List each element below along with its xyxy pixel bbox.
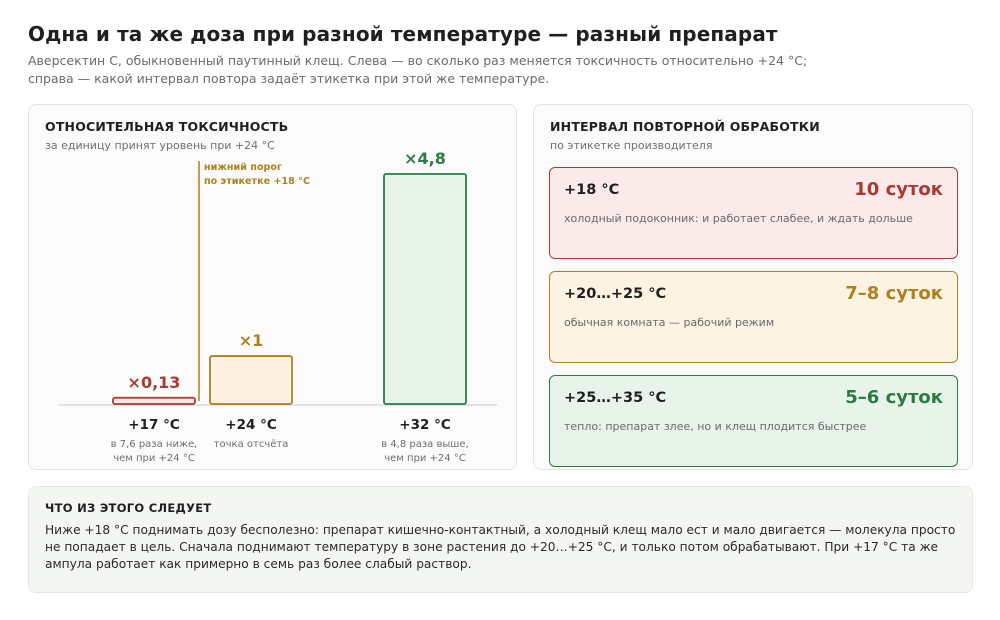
category-note: чем при +24 °C [113, 453, 195, 464]
page-title: Одна и та же доза при разной температуре — разный препарат [28, 22, 778, 46]
conclusion-text: Ниже +18 °C поднимать дозу бесполезно: препарат кишечно-контактный, а холодный клещ мало ест и мало двигается — молекула просто не попадает в цель. Сначала поднимают температуру в зоне растения до +20…+25 °C, и только потом обрабатывают. При +17 °C та же ампула работает как примерно в семь раз более слабый раствор. [45, 523, 956, 571]
interval-card-value: 10 суток [854, 179, 943, 200]
interval-card-temp: +18 °C [564, 182, 620, 198]
interval-card-20-25 [549, 271, 958, 363]
bar [384, 174, 466, 404]
header [28, 22, 972, 88]
category-note: точка отсчёта [213, 439, 289, 450]
interval-card-note: холодный подоконник: и работает слабее, и ждать дольше [564, 212, 913, 225]
subtitle-line-1: Аверсектин С, обыкновенный паутинный клещ. Слева — во сколько раз меняется токсичность относительно +24 °C; [28, 53, 808, 68]
category-note: в 4,8 раза выше, [381, 439, 469, 450]
interval-card-25-35 [549, 375, 958, 467]
conclusion-title: ЧТО ИЗ ЭТОГО СЛЕДУЕТ [45, 501, 212, 515]
toxicity-panel [28, 104, 517, 470]
interval-panel-title: ИНТЕРВАЛ ПОВТОРНОЙ ОБРАБОТКИ [550, 119, 820, 134]
interval-panel-subtitle: по этикетке производителя [550, 139, 713, 152]
conclusion-panel [28, 486, 973, 593]
toxicity-panel-subtitle: за единицу принят уровень при +24 °C [45, 139, 275, 152]
threshold-label-line-1: нижний порог [204, 162, 283, 173]
x-tick-label: +24 °C [225, 417, 277, 433]
interval-card-temp: +25…+35 °C [564, 390, 667, 406]
x-tick-label: +32 °C [399, 417, 451, 433]
interval-card-18 [549, 167, 958, 259]
page-subtitle [28, 52, 972, 88]
interval-card-temp: +20…+25 °C [564, 286, 667, 302]
bar [210, 356, 292, 404]
bar-value-label: ×4,8 [404, 149, 446, 168]
toxicity-bar-chart [29, 105, 518, 471]
category-note: чем при +24 °C [384, 453, 466, 464]
toxicity-panel-title: ОТНОСИТЕЛЬНАЯ ТОКСИЧНОСТЬ [45, 119, 289, 134]
subtitle-line-2: справа — какой интервал повтора задаёт этикетка при этой же температуре. [28, 71, 550, 86]
x-tick-label: +17 °C [128, 417, 180, 433]
interval-card-note: обычная комната — рабочий режим [564, 316, 775, 329]
interval-card-value: 5–6 суток [845, 387, 943, 408]
category-note: в 7,6 раза ниже, [110, 439, 198, 450]
bar [113, 398, 195, 404]
interval-card-value: 7–8 суток [845, 283, 943, 304]
interval-card-note: тепло: препарат злее, но и клещ плодится быстрее [564, 420, 867, 433]
threshold-label-line-2: по этикетке +18 °C [204, 176, 311, 187]
bar-value-label: ×0,13 [127, 372, 181, 392]
bar-value-label: ×1 [238, 331, 264, 351]
interval-panel [533, 104, 973, 470]
